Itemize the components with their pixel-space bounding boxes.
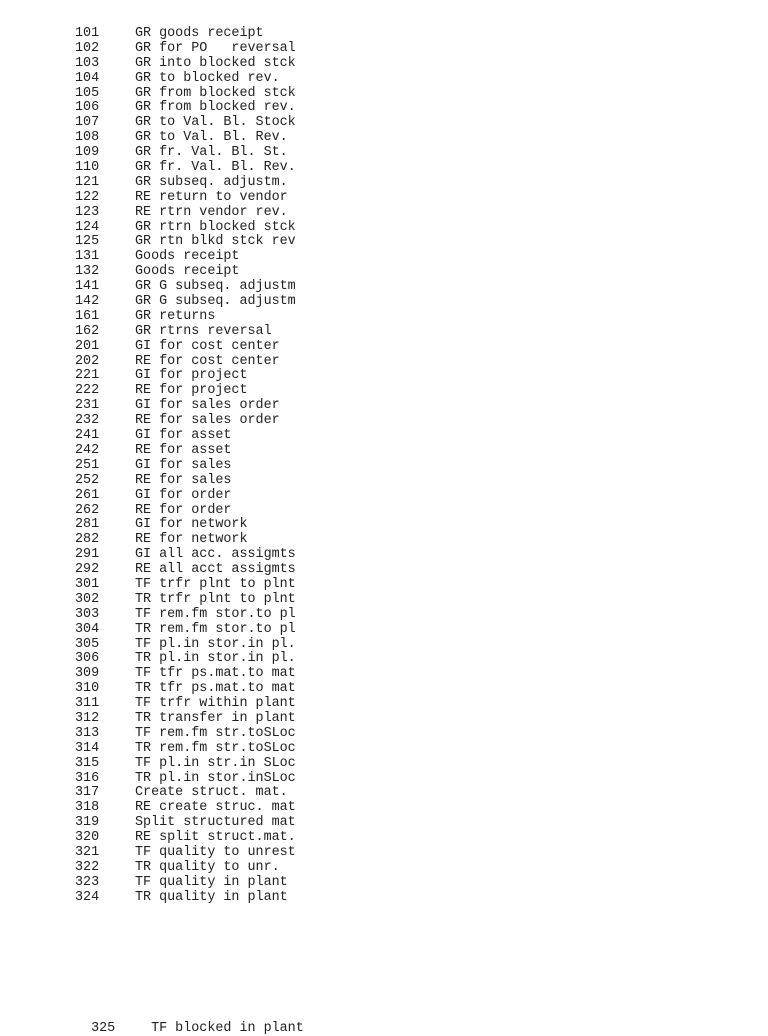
movement-row (75, 518, 296, 533)
movement-code: 314 (75, 740, 100, 756)
movement-code: 312 (75, 710, 100, 726)
movement-code: 310 (75, 681, 100, 697)
movement-row (75, 682, 296, 697)
movement-row (75, 548, 296, 563)
movement-row (75, 355, 296, 370)
movement-row (75, 623, 296, 638)
movement-description: RE all acct assigmts (135, 562, 296, 578)
movement-row (75, 638, 296, 653)
movement-row (75, 265, 296, 280)
movement-code: 105 (75, 85, 100, 101)
movement-description: TR quality in plant (135, 889, 288, 905)
movement-row (75, 772, 296, 787)
movement-description: TR trfr plnt to plnt (135, 591, 296, 607)
movement-description: GR goods receipt (135, 26, 264, 41)
movement-row (75, 325, 296, 340)
movement-row (75, 369, 296, 384)
movement-description: GR to Val. Bl. Stock (135, 115, 296, 131)
movement-description: RE return to vendor (135, 189, 288, 205)
movement-row (75, 757, 296, 772)
movement-row (75, 593, 296, 608)
movement-code: 304 (75, 621, 100, 637)
movement-description: RE for asset (135, 442, 232, 458)
movement-code: 309 (75, 666, 100, 682)
movement-description: GR from blocked rev. (135, 100, 296, 116)
movement-row (75, 235, 296, 250)
movement-row (75, 429, 296, 444)
movement-code: 107 (75, 115, 100, 131)
movement-row (75, 727, 296, 742)
movement-code: 316 (75, 770, 100, 786)
movement-row (75, 414, 296, 429)
movement-row (75, 176, 296, 191)
movement-description: GR to Val. Bl. Rev. (135, 130, 288, 146)
movement-code: 324 (75, 889, 100, 905)
movement-code: 325 (91, 1021, 116, 1036)
movement-row (75, 504, 296, 519)
movement-row (75, 533, 296, 548)
movement-description: TR tfr ps.mat.to mat (135, 681, 296, 697)
movement-description: TR transfer in plant (135, 710, 296, 726)
movement-row (75, 206, 296, 221)
movement-row-325 (75, 1006, 304, 1036)
movement-description: RE split struct.mat. (135, 830, 296, 846)
movement-description: GR subseq. adjustm. (135, 174, 288, 190)
movement-description: RE create struc. mat (135, 800, 296, 816)
movement-code: 125 (75, 234, 100, 250)
movement-description: GI for sales order (135, 398, 280, 414)
movement-description: RE for sales (135, 472, 232, 488)
movement-code: 251 (75, 457, 100, 473)
movement-code: 322 (75, 859, 100, 875)
movement-code: 124 (75, 219, 100, 235)
movement-description: TF trfr plnt to plnt (135, 576, 296, 592)
movement-description: TF quality in plant (135, 874, 288, 890)
movement-description: GI for cost center (135, 338, 280, 354)
movement-description: Create struct. mat. (135, 785, 288, 801)
movement-row (75, 131, 296, 146)
movement-code: 302 (75, 591, 100, 607)
movement-code: 252 (75, 472, 100, 488)
movement-code: 132 (75, 264, 100, 280)
movement-row (75, 891, 296, 906)
movement-code: 301 (75, 576, 100, 592)
movement-description: TR pl.in stor.in pl. (135, 651, 296, 667)
movement-description: TR quality to unr. (135, 859, 280, 875)
movement-description: TF pl.in stor.in pl. (135, 636, 296, 652)
movement-code: 102 (75, 40, 100, 56)
movement-row (75, 116, 296, 131)
movement-code: 303 (75, 606, 100, 622)
movement-row (75, 310, 296, 325)
movement-code: 141 (75, 279, 100, 295)
movement-description: GR rtn blkd stck rev (135, 234, 296, 250)
movement-row (75, 831, 296, 846)
movement-row (75, 161, 296, 176)
movement-row (75, 742, 296, 757)
movement-row (75, 101, 296, 116)
movement-row (75, 87, 296, 102)
movement-code: 221 (75, 368, 100, 384)
movement-description: GI for sales (135, 457, 232, 473)
movement-code: 131 (75, 249, 100, 265)
movement-description: GI all acc. assigmts (135, 547, 296, 563)
movement-code: 222 (75, 383, 100, 399)
movement-row (75, 697, 296, 712)
movement-row (75, 399, 296, 414)
movement-code: 108 (75, 130, 100, 146)
movement-description: GR fr. Val. Bl. St. (135, 145, 288, 161)
movement-description: GI for asset (135, 428, 232, 444)
movement-row (75, 27, 296, 42)
movement-type-list (75, 27, 296, 906)
movement-row (75, 861, 296, 876)
movement-description: GR rtrn blocked stck (135, 219, 296, 235)
movement-description: GR from blocked stck (135, 85, 296, 101)
movement-code: 123 (75, 204, 100, 220)
movement-row (75, 280, 296, 295)
movement-code: 242 (75, 442, 100, 458)
movement-description: TR pl.in stor.inSLoc (135, 770, 296, 786)
movement-description: TF rem.fm stor.to pl (135, 606, 296, 622)
movement-code: 202 (75, 353, 100, 369)
movement-code: 104 (75, 70, 100, 86)
movement-code: 122 (75, 189, 100, 205)
movement-row (75, 72, 296, 87)
movement-code: 261 (75, 487, 100, 503)
movement-description: GR G subseq. adjustm (135, 279, 296, 295)
movement-description: RE for sales order (135, 413, 280, 429)
movement-row (75, 57, 296, 72)
movement-row (75, 786, 296, 801)
movement-code: 281 (75, 517, 100, 533)
movement-description: GR for PO reversal (135, 40, 296, 56)
movement-code: 323 (75, 874, 100, 890)
movement-description: GI for network (135, 517, 248, 533)
movement-row (75, 459, 296, 474)
movement-row (75, 340, 296, 355)
movement-description: RE rtrn vendor rev. (135, 204, 288, 220)
movement-code: 110 (75, 160, 100, 176)
movement-description: Split structured mat (135, 815, 296, 831)
movement-code: 305 (75, 636, 100, 652)
movement-code: 292 (75, 562, 100, 578)
movement-code: 320 (75, 830, 100, 846)
movement-row (75, 652, 296, 667)
movement-description: RE for project (135, 383, 248, 399)
movement-code: 241 (75, 428, 100, 444)
movement-description: TF tfr ps.mat.to mat (135, 666, 296, 682)
movement-code: 106 (75, 100, 100, 116)
movement-code: 121 (75, 174, 100, 190)
movement-code: 103 (75, 55, 100, 71)
movement-code: 262 (75, 502, 100, 518)
movement-code: 317 (75, 785, 100, 801)
movement-description: Goods receipt (135, 264, 240, 280)
movement-code: 142 (75, 294, 100, 310)
movement-row (75, 42, 296, 57)
movement-code: 319 (75, 815, 100, 831)
movement-description: TR rem.fm str.toSLoc (135, 740, 296, 756)
movement-code: 313 (75, 725, 100, 741)
movement-description: TF quality to unrest (135, 844, 296, 860)
movement-description: GI for project (135, 368, 248, 384)
movement-description: TF trfr within plant (135, 696, 296, 712)
movement-row (75, 876, 296, 891)
movement-row (75, 146, 296, 161)
movement-row (75, 712, 296, 727)
movement-row (75, 191, 296, 206)
movement-row (75, 846, 296, 861)
movement-code: 315 (75, 755, 100, 771)
movement-description: Goods receipt (135, 249, 240, 265)
movement-description: RE for network (135, 532, 248, 548)
movement-code: 282 (75, 532, 100, 548)
movement-row (75, 667, 296, 682)
movement-row (75, 221, 296, 236)
movement-code: 161 (75, 308, 100, 324)
movement-row (75, 489, 296, 504)
movement-row (75, 578, 296, 593)
movement-row (75, 474, 296, 489)
movement-description: TF blocked in plant (151, 1021, 304, 1036)
movement-row (75, 563, 296, 578)
movement-row (75, 801, 296, 816)
movement-description: GI for order (135, 487, 232, 503)
movement-description: GR returns (135, 308, 216, 324)
movement-description: GR fr. Val. Bl. Rev. (135, 160, 296, 176)
movement-code: 162 (75, 323, 100, 339)
movement-description: GR G subseq. adjustm (135, 294, 296, 310)
movement-code: 291 (75, 547, 100, 563)
movement-code: 101 (75, 26, 100, 41)
movement-row (75, 384, 296, 399)
movement-row (75, 816, 296, 831)
movement-description: GR rtrns reversal (135, 323, 272, 339)
movement-description: GR to blocked rev. (135, 70, 280, 86)
movement-code: 109 (75, 145, 100, 161)
movement-code: 306 (75, 651, 100, 667)
movement-description: RE for cost center (135, 353, 280, 369)
movement-row (75, 444, 296, 459)
movement-code: 318 (75, 800, 100, 816)
movement-description: GR into blocked stck (135, 55, 296, 71)
movement-description: TF rem.fm str.toSLoc (135, 725, 296, 741)
movement-code: 321 (75, 844, 100, 860)
movement-row (75, 608, 296, 623)
movement-row (75, 295, 296, 310)
movement-description: RE for order (135, 502, 232, 518)
movement-code: 201 (75, 338, 100, 354)
movement-description: TR rem.fm stor.to pl (135, 621, 296, 637)
movement-description: TF pl.in str.in SLoc (135, 755, 296, 771)
movement-code: 311 (75, 696, 100, 712)
movement-code: 232 (75, 413, 100, 429)
movement-row (75, 250, 296, 265)
movement-code: 231 (75, 398, 100, 414)
